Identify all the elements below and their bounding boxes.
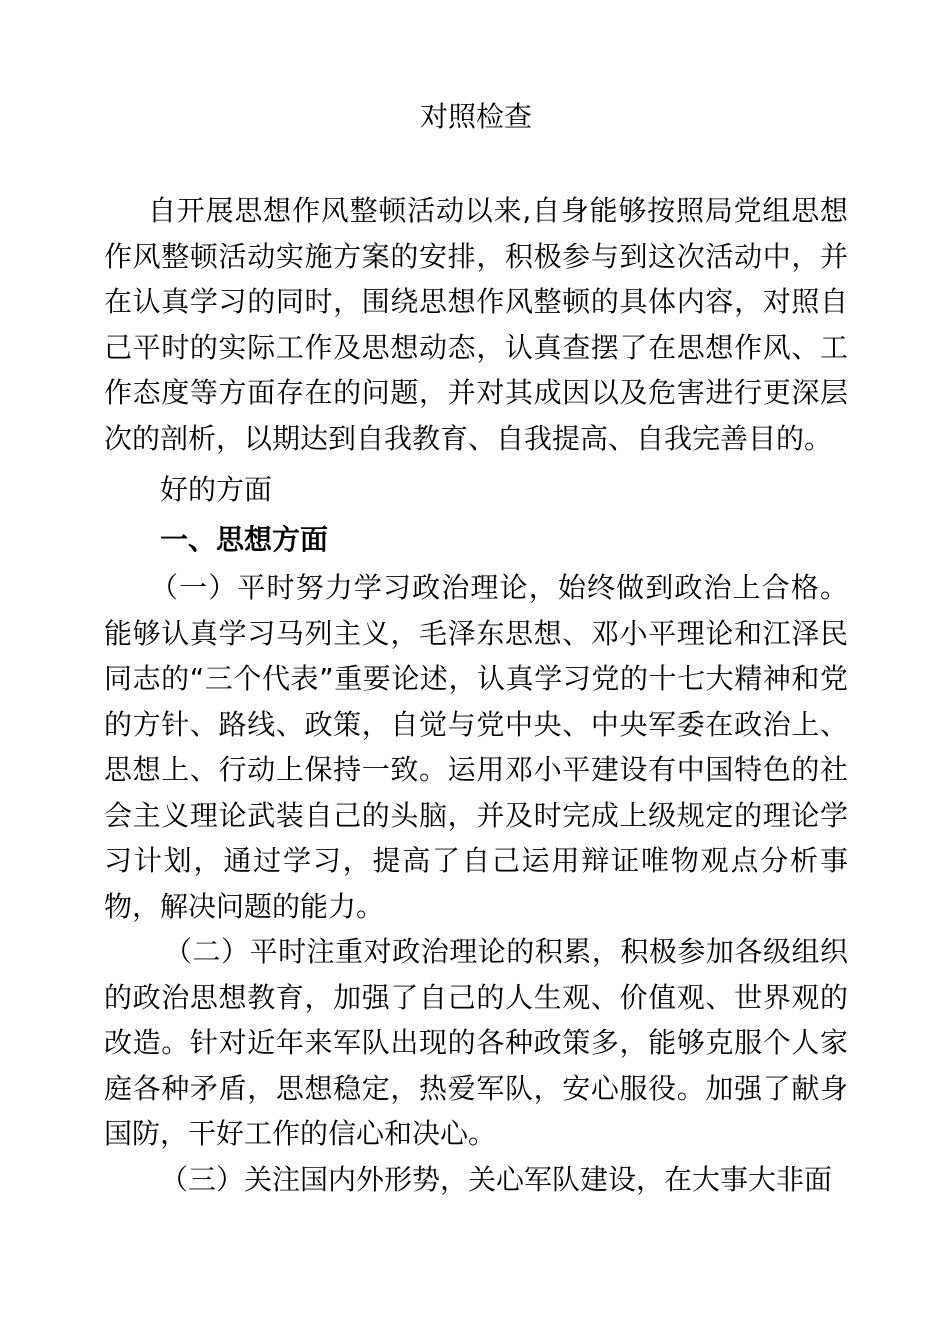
- intro-paragraph: 自开展思想作风整顿活动以来,自身能够按照局党组思想作风整顿活动实施方案的安排，积极参与到这次活动中，并在认真学习的同时，围绕思想作风整顿的具体内容，对照自己平时的实际工作及思想动态，认真查摆了在思想作风、工作态度等方面存在的问题，并对其成因以及危害进行更深层次的剖析，以期达到自我教育、自我提高、自我完善目的。: [104, 194, 848, 455]
- document-title: 对照检查: [419, 100, 532, 133]
- item-paragraph-1: （一）平时努力学习政治理论，始终做到政治上合格。能够认真学习马列主义，毛泽东思想、邓小平理论和江泽民同志的“三个代表”重要论述，认真学习党的十七大精神和党的方针、路线、政策，自觉与党中央、中央军委在政治上、思想上、行动上保持一致。运用邓小平建设有中国特色的社会主义理论武装自己的头脑，并及时完成上级规定的理论学习计划，通过学习，提高了自己运用辩证唯物观点分析事物，解决问题的能力。: [104, 571, 848, 923]
- item-paragraph-3: （三）关注国内外形势，关心军队建设，在大事大非面: [160, 1162, 833, 1196]
- item-paragraph-2: （二）平时注重对政治理论的积累，积极参加各级组织的政治思想教育，加强了自己的人生观、价值观、世界观的改造。针对近年来军队出现的各种政策多，能够克服个人家庭各种矛盾，思想稳定，热爱军队，安心服役。加强了献身国防，干好工作的信心和决心。: [104, 935, 848, 1150]
- section-heading-thought: 一、思想方面: [160, 523, 329, 556]
- section-heading-good: 好的方面: [160, 473, 273, 506]
- document-page: [104, 90, 848, 1202]
